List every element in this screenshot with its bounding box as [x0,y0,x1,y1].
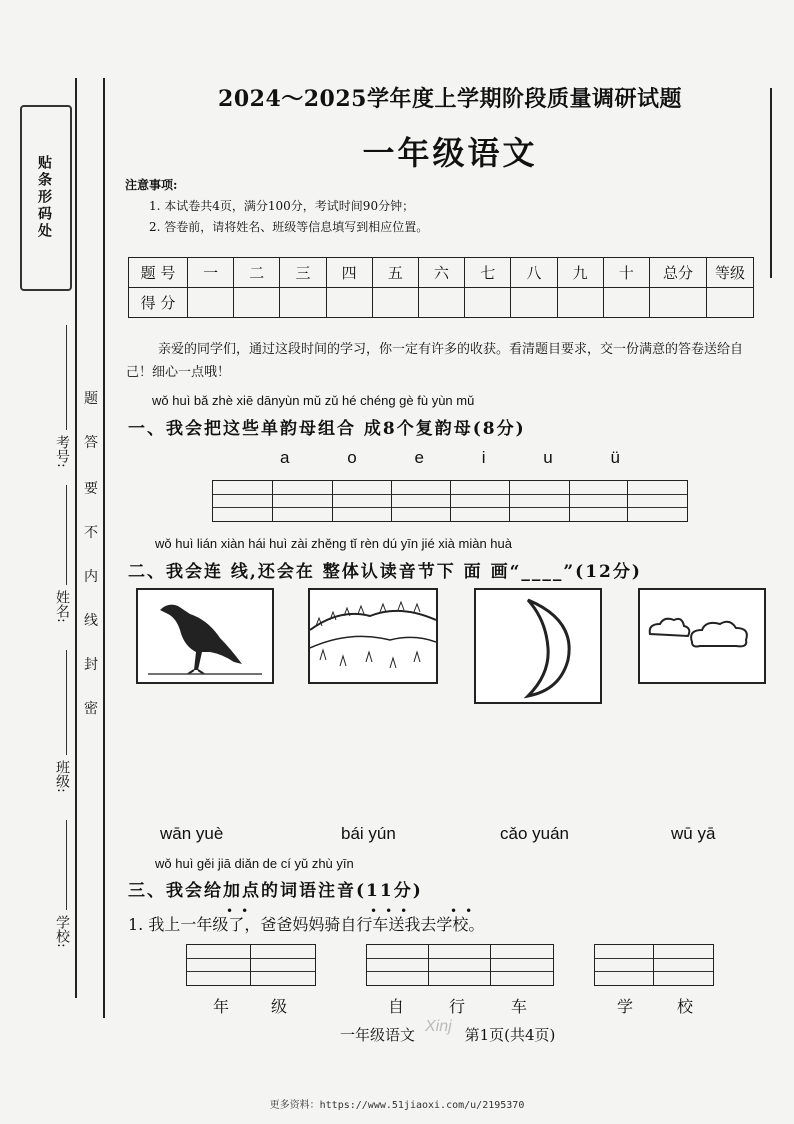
intro-text: 亲爱的同学们，通过这段时间的学习，你一定有许多的收获。看清题目要求，交一份满意的答卷送给自己！细心一点哦！ [126,342,744,380]
notes-item: 2. 答卷前，请将姓名、班级等信息填写到相应位置。 [149,220,429,234]
q1-vowel-list [280,448,620,468]
grassland-picture[interactable] [308,588,438,684]
right-margin-line [770,88,772,278]
vowel: o [347,448,357,467]
clouds-icon [640,590,764,682]
vowel: i [481,448,486,467]
score-header-cell: 十 [603,258,649,288]
q3-pinyin: wǒ huì gěi jiā diǎn de cí yǔ zhù yīn [155,856,354,871]
seal-char: 答 [84,435,98,451]
score-cell[interactable] [465,288,511,318]
q2-pinyin: wǒ huì lián xiàn hái huì zài zhěng tǐ rèn dú yīn jié xià miàn huà [155,536,512,551]
score-cell[interactable] [234,288,280,318]
word-pinyin: bái yún [341,824,396,843]
moon-picture[interactable] [474,588,602,704]
score-header-cell: 等级 [707,258,754,288]
vowel: u [543,448,553,467]
footer-subject: 一年级语文 [340,1026,416,1044]
class-label: 班级: [54,760,70,793]
class-field[interactable] [66,650,67,755]
binding-line-outer [75,78,77,998]
score-cell[interactable] [650,288,707,318]
score-cell[interactable] [372,288,418,318]
score-row-label: 得 分 [129,288,188,318]
barcode-sticker-area [20,105,72,291]
score-cell[interactable] [511,288,557,318]
subject-title: 一年级语文 [362,134,538,172]
word-pinyin: wān yuè [160,824,224,843]
q3-char: 学 [617,997,634,1016]
seal-char: 题 [84,391,98,407]
score-header-cell: 九 [557,258,603,288]
score-cell[interactable] [418,288,464,318]
seal-char: 内 [84,569,98,585]
score-header-cell: 四 [326,258,372,288]
score-cell[interactable] [707,288,754,318]
source-link[interactable]: 更多资料：https://www.51jiaoxi.com/u/2195370 [269,1100,525,1111]
notes-item: 1. 本试卷共4页，满分100分，考试时间90分钟； [149,199,415,213]
q1-title: 一、我会把这些单韵母组合 成8个复韵母(8分) [128,419,526,439]
q3-answer-box-1[interactable] [186,944,316,986]
score-header-cell: 二 [234,258,280,288]
crow-icon [138,590,272,682]
score-cell[interactable] [280,288,326,318]
score-table [128,257,754,318]
grassland-icon [310,590,436,682]
score-header-cell: 八 [511,258,557,288]
q3-char: 年 [213,997,230,1016]
exam-no-field[interactable] [66,325,67,430]
score-header-cell: 题 号 [129,258,188,288]
binding-line-inner [103,78,105,1018]
score-cell[interactable] [603,288,649,318]
exam-title: 2024～2025学年度上学期阶段质量调研试题 [218,86,682,112]
seal-char: 不 [84,525,98,541]
vowel: e [414,448,424,467]
crescent-moon-icon [476,590,600,702]
score-header-cell: 六 [418,258,464,288]
school-label: 学校: [54,915,70,948]
emphasis-dots: •• [226,904,257,918]
emphasis-dots: ••• [370,904,416,918]
q3-sentence: 1. 我上一年级了，爸爸妈妈骑自行车送我去学校。 [128,915,485,934]
q3-char: 级 [271,997,288,1016]
score-header-cell: 三 [280,258,326,288]
q3-answer-box-3[interactable] [594,944,714,986]
barcode-area-label: 贴条形码处 [36,155,52,240]
vowel: a [280,448,290,467]
q1-answer-grid[interactable] [212,480,688,522]
score-header-cell: 总分 [650,258,707,288]
score-cell[interactable] [188,288,234,318]
vowel: ü [610,448,620,467]
score-cell[interactable] [557,288,603,318]
word-pinyin: cǎo yuán [500,824,569,843]
q3-char: 车 [511,997,528,1016]
exam-no-label: 考号: [54,435,70,468]
notes-heading: 注意事项: [125,178,178,192]
watermark: Xinj [425,1018,452,1035]
q3-char: 自 [388,997,405,1016]
score-table-score-row [129,288,754,318]
seal-char: 封 [84,657,98,673]
name-label: 姓名: [54,590,70,623]
score-header-cell: 五 [372,258,418,288]
score-cell[interactable] [326,288,372,318]
seal-char: 密 [84,701,98,717]
score-header-cell: 一 [188,258,234,288]
seal-char: 要 [84,481,98,497]
name-field[interactable] [66,485,67,585]
score-header-cell: 七 [465,258,511,288]
school-field[interactable] [66,820,67,910]
q2-title: 二、我会连 线,还会在 整体认读音节下 面 画“____”(12分) [128,562,642,582]
emphasis-dots: •• [450,904,481,918]
footer-page-number: 第1页(共4页) [464,1026,556,1044]
q3-answer-box-2[interactable] [366,944,554,986]
seal-char: 线 [84,613,98,629]
q3-char: 校 [677,997,694,1016]
q3-char: 行 [449,997,466,1016]
word-pinyin: wū yā [671,824,716,843]
clouds-picture[interactable] [638,588,766,684]
crow-picture[interactable] [136,588,274,684]
q3-title: 三、我会给加点的词语注音(11分) [128,881,423,901]
notes [125,175,428,238]
score-table-header-row [129,258,754,288]
q1-pinyin: wǒ huì bǎ zhè xiē dānyùn mǔ zǔ hé chéng gè fù yùn mǔ [152,393,475,408]
